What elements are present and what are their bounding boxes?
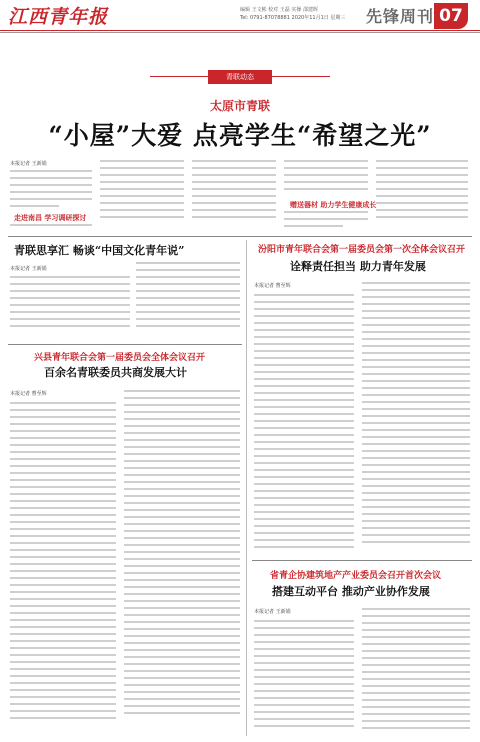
column-divider bbox=[246, 240, 247, 736]
feature-col-4b bbox=[284, 211, 368, 235]
feature-title: “小屋”大爱 点亮学生“希望之光” bbox=[48, 121, 432, 150]
left-divider bbox=[8, 344, 242, 345]
right-article-col-2 bbox=[362, 282, 470, 554]
right-article-kicker: 汾阳市青年联合会第一届委员会第一次全体会议召开 bbox=[258, 245, 466, 255]
left-article-col-1 bbox=[10, 276, 130, 340]
masthead-rule bbox=[0, 30, 480, 31]
feature-col-1b bbox=[10, 224, 92, 234]
left-article-byline: 本报记者 王新娟 bbox=[10, 266, 47, 272]
feature-col-4 bbox=[284, 160, 368, 198]
bottom-article-col-1 bbox=[254, 620, 354, 734]
feature-byline: 本报记者 王新娟 bbox=[10, 161, 47, 167]
mid-article-title: 百余名青联委员共商发展大计 bbox=[44, 366, 187, 379]
date-meta: Tel: 0791-87078881 2020年11月1日 星期三 bbox=[240, 15, 346, 21]
bottom-article-title: 搭建互动平台 推动产业协作发展 bbox=[272, 585, 430, 598]
editor-meta: 编辑 王文彬 校对 王磊 实操 邵建晖 bbox=[240, 7, 318, 13]
tag-rule-left bbox=[150, 76, 208, 77]
bottom-article-col-2 bbox=[362, 608, 470, 734]
tag-rule-right bbox=[272, 76, 330, 77]
feature-kicker: 太原市青联 bbox=[209, 99, 270, 113]
feature-col-2 bbox=[100, 160, 184, 235]
feature-subhead-2: 赠送器材 助力学生健康成长 bbox=[290, 200, 377, 209]
right-article-title: 诠释责任担当 助力青年发展 bbox=[290, 260, 426, 273]
newspaper-logo: 江西青年报 bbox=[8, 6, 109, 28]
left-article-title: 青联思享汇 畅谈“中国文化青年说” bbox=[14, 244, 185, 257]
section-title: 先锋周刊 bbox=[366, 7, 435, 26]
masthead-rule-thin bbox=[0, 32, 480, 33]
mid-article-kicker: 兴县青年联合会第一届委员会全体会议召开 bbox=[34, 353, 206, 363]
section-divider bbox=[8, 236, 472, 237]
bottom-article-byline: 本报记者 王新娟 bbox=[254, 609, 291, 615]
feature-subhead: 走进南昌 学习调研探讨 bbox=[14, 213, 87, 222]
right-divider bbox=[252, 560, 472, 561]
feature-col-3 bbox=[192, 160, 276, 235]
feature-col-1 bbox=[10, 170, 92, 216]
mid-article-col-1 bbox=[10, 402, 116, 732]
right-article-col-1 bbox=[254, 294, 354, 554]
mid-article-col-2 bbox=[124, 390, 240, 732]
bottom-article-kicker: 省青企协建筑地产产业委员会召开首次会议 bbox=[270, 571, 442, 581]
page-number: 07 bbox=[434, 3, 468, 29]
section-tag: 青联动态 bbox=[208, 70, 272, 84]
left-article-col-2 bbox=[136, 262, 240, 340]
feature-col-5 bbox=[376, 160, 468, 235]
mid-article-byline: 本报记者 曹至辉 bbox=[10, 391, 47, 397]
right-article-byline: 本报记者 曹至辉 bbox=[254, 283, 291, 289]
